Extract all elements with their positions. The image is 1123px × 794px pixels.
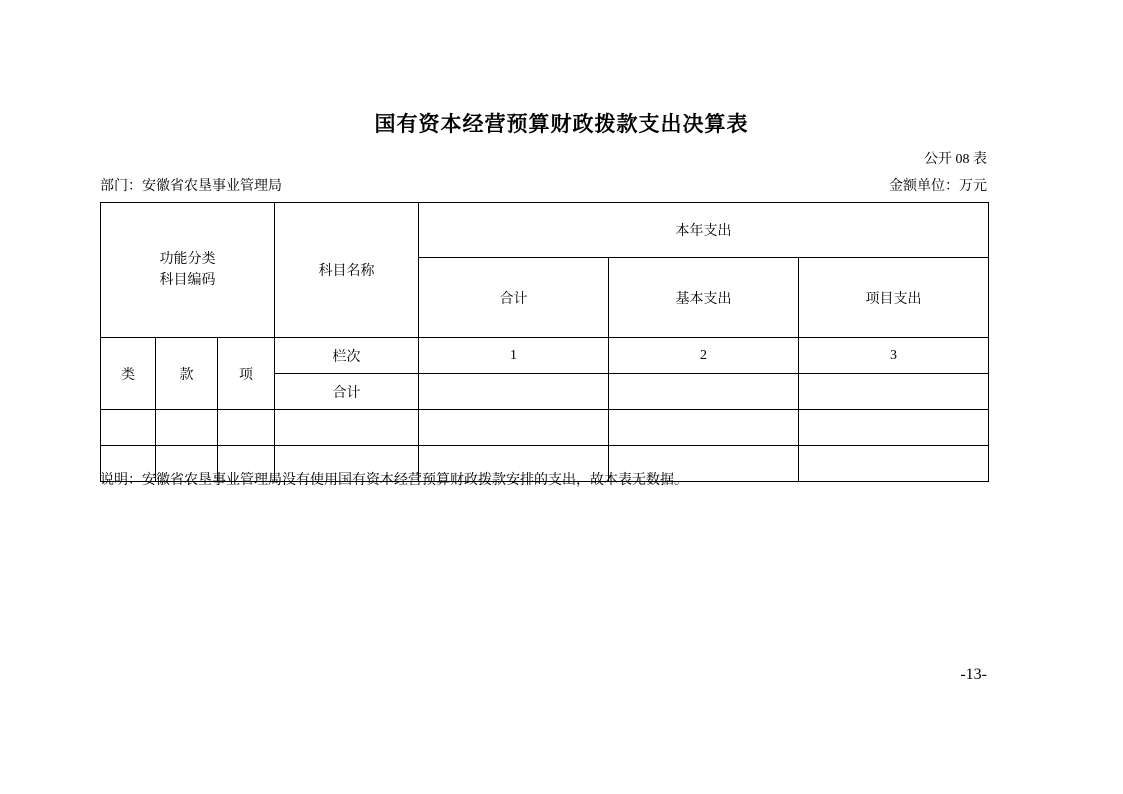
table-note: 说明：安徽省农垦事业管理局没有使用国有资本经营预算财政拨款安排的支出，故本表无数据。 (100, 473, 688, 488)
header-item: 项 (218, 338, 275, 410)
row2-project (799, 446, 989, 482)
page-title: 国有资本经营预算财政拨款支出决算表 (374, 113, 749, 136)
column-number-3: 3 (799, 338, 989, 374)
row1-basic (609, 410, 799, 446)
header-current-year-expenditure: 本年支出 (419, 203, 989, 258)
header-function-class (101, 203, 275, 338)
header-total: 合计 (419, 258, 609, 338)
total-row-basic (609, 374, 799, 410)
header-column-order: 栏次 (275, 338, 419, 374)
amount-unit-label: 金额单位：万元 (889, 179, 987, 194)
row1-class (101, 410, 156, 446)
row1-item (218, 410, 275, 446)
header-class: 类 (101, 338, 156, 410)
budget-table (100, 202, 989, 482)
row1-name (275, 410, 419, 446)
department-label: 部门：安徽省农垦事业管理局 (100, 179, 282, 194)
header-function-class-line2: 科目编码 (159, 273, 216, 288)
table-header-row-1 (101, 203, 989, 258)
header-section: 款 (156, 338, 218, 410)
form-code-label: 公开 08 表 (924, 152, 987, 167)
total-row-label: 合计 (275, 374, 419, 410)
column-number-1: 1 (419, 338, 609, 374)
header-subject-name: 科目名称 (275, 203, 419, 338)
table-column-order-row (101, 338, 989, 374)
total-row-project (799, 374, 989, 410)
row1-total (419, 410, 609, 446)
header-project-expenditure: 项目支出 (799, 258, 989, 338)
row1-section (156, 410, 218, 446)
table-row (101, 410, 989, 446)
total-row-total (419, 374, 609, 410)
column-number-2: 2 (609, 338, 799, 374)
header-basic-expenditure: 基本支出 (609, 258, 799, 338)
row1-project (799, 410, 989, 446)
page-number: -13- (960, 666, 987, 683)
header-function-class-line1: 功能分类 (159, 252, 216, 267)
